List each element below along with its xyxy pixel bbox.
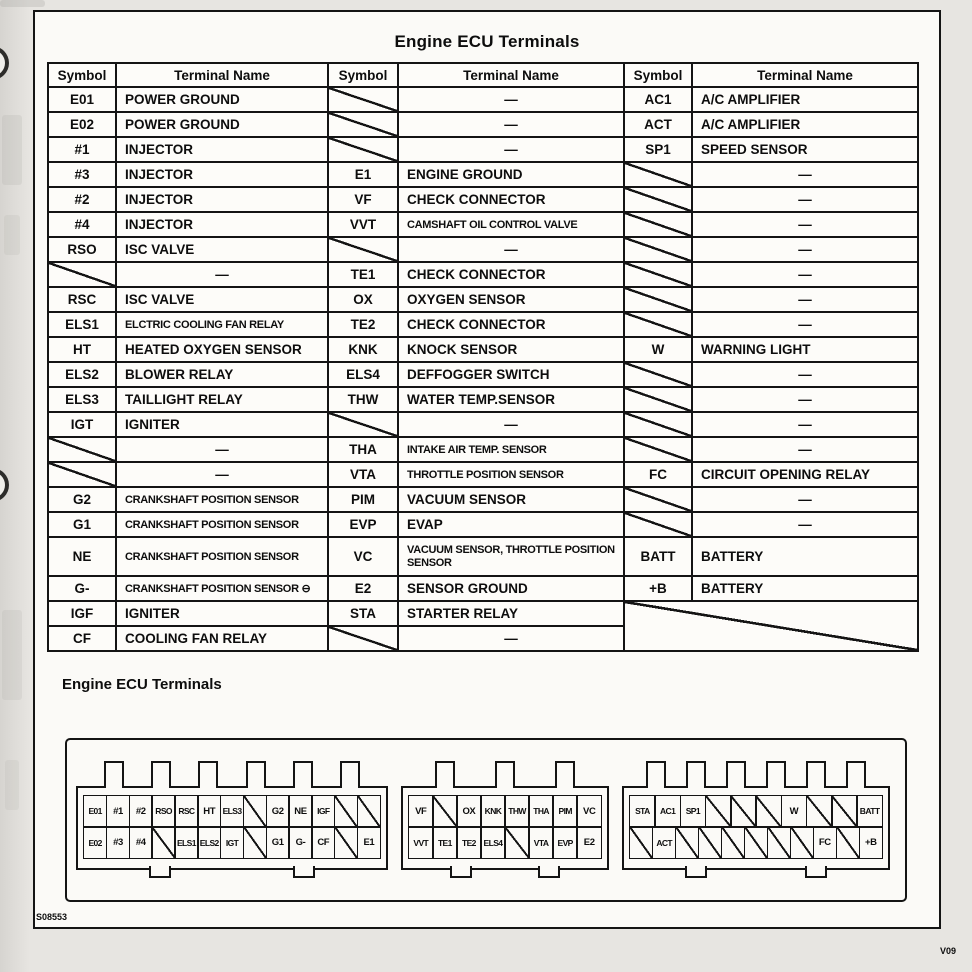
terminal-name-cell: IGNITER	[116, 412, 328, 437]
terminal-name-cell: VACUUM SENSOR, THROTTLE POSITION SENSOR	[398, 537, 624, 576]
empty-symbol-cell	[328, 626, 398, 651]
empty-name-cell: —	[116, 262, 328, 287]
pin-#1: #1	[106, 795, 130, 828]
connector-tab	[293, 761, 313, 788]
empty-pin	[432, 795, 458, 828]
pin-OX: OX	[456, 795, 482, 828]
symbol-cell: THW	[328, 387, 398, 412]
scan-ghost-mark	[0, 0, 45, 7]
table-row	[48, 537, 918, 576]
terminal-name-cell: EVAP	[398, 512, 624, 537]
terminal-name-cell: INJECTOR	[116, 137, 328, 162]
empty-pin	[357, 795, 381, 828]
terminal-name-cell: ISC VALVE	[116, 287, 328, 312]
connector-tabs	[622, 762, 890, 786]
connector-body	[401, 786, 609, 871]
connector-tab	[340, 761, 360, 788]
page-code: V09	[939, 946, 956, 956]
terminal-name-cell: KNOCK SENSOR	[398, 337, 624, 362]
symbol-cell: #2	[48, 187, 116, 212]
pin-ELS4: ELS4	[480, 826, 506, 859]
pin-PIM: PIM	[552, 795, 578, 828]
terminal-name-cell: ENGINE GROUND	[398, 162, 624, 187]
empty-pin	[334, 826, 358, 859]
empty-pin	[755, 795, 782, 828]
empty-pin	[744, 826, 768, 859]
terminal-name-cell: ISC VALVE	[116, 237, 328, 262]
pin-EVP: EVP	[552, 826, 578, 859]
empty-name-cell: —	[692, 237, 918, 262]
terminal-name-cell: OXYGEN SENSOR	[398, 287, 624, 312]
empty-pin	[334, 795, 358, 828]
connector-body	[622, 786, 890, 871]
pin-+B: +B	[859, 826, 883, 859]
terminal-name-cell: CHECK CONNECTOR	[398, 262, 624, 287]
empty-symbol-cell	[624, 262, 692, 287]
terminal-name-cell: POWER GROUND	[116, 87, 328, 112]
symbol-cell: W	[624, 337, 692, 362]
pin-SP1: SP1	[680, 795, 707, 828]
empty-symbol-cell	[624, 237, 692, 262]
symbol-cell: ACT	[624, 112, 692, 137]
terminal-name-cell: BATTERY	[692, 537, 918, 576]
terminal-name-cell: CHECK CONNECTOR	[398, 312, 624, 337]
symbol-cell: THA	[328, 437, 398, 462]
page-frame	[33, 10, 941, 929]
symbol-cell: RSO	[48, 237, 116, 262]
symbol-cell: IGF	[48, 601, 116, 626]
pin-THA: THA	[528, 795, 554, 828]
terminal-name-cell: CRANKSHAFT POSITION SENSOR	[116, 487, 328, 512]
terminal-name-cell: INTAKE AIR TEMP. SENSOR	[398, 437, 624, 462]
empty-symbol-cell	[624, 487, 692, 512]
pin-VVT: VVT	[408, 826, 434, 859]
empty-name-cell: —	[692, 412, 918, 437]
symbol-cell: CF	[48, 626, 116, 651]
pin-ELS1: ELS1	[174, 826, 198, 859]
symbol-cell: OX	[328, 287, 398, 312]
empty-name-cell: —	[692, 187, 918, 212]
symbol-cell: RSC	[48, 287, 116, 312]
symbol-header: Symbol	[48, 63, 116, 87]
scan-ghost-mark	[4, 215, 20, 255]
symbol-cell: #3	[48, 162, 116, 187]
empty-symbol-cell	[624, 162, 692, 187]
empty-name-cell: —	[692, 262, 918, 287]
empty-symbol-cell	[624, 362, 692, 387]
connector-tab	[726, 761, 746, 788]
empty-name-cell: —	[692, 287, 918, 312]
empty-symbol-cell	[624, 187, 692, 212]
empty-name-cell: —	[692, 387, 918, 412]
symbol-cell: BATT	[624, 537, 692, 576]
page-title: Engine ECU Terminals	[394, 32, 580, 51]
table-row	[48, 112, 918, 137]
symbol-header: Symbol	[624, 63, 692, 87]
pin-G1: G1	[266, 826, 290, 859]
symbol-cell: ELS3	[48, 387, 116, 412]
symbol-cell: E2	[328, 576, 398, 601]
connector-foot	[805, 866, 827, 878]
symbol-cell: STA	[328, 601, 398, 626]
table-row	[48, 462, 918, 487]
pin-CF: CF	[311, 826, 335, 859]
terminal-name-cell: IGNITER	[116, 601, 328, 626]
symbol-cell: VF	[328, 187, 398, 212]
empty-name-cell: —	[692, 437, 918, 462]
empty-pin	[698, 826, 722, 859]
terminal-name-cell: TAILLIGHT RELAY	[116, 387, 328, 412]
table-row	[48, 212, 918, 237]
scan-ghost-mark	[2, 115, 22, 185]
symbol-cell: HT	[48, 337, 116, 362]
table-row	[48, 576, 918, 601]
terminal-name-cell: WARNING LIGHT	[692, 337, 918, 362]
symbol-cell: FC	[624, 462, 692, 487]
table-row	[48, 512, 918, 537]
symbol-cell: G2	[48, 487, 116, 512]
empty-symbol-cell	[624, 412, 692, 437]
pin-#3: #3	[106, 826, 130, 859]
pin-KNK: KNK	[480, 795, 506, 828]
table-row	[48, 412, 918, 437]
terminal-name-cell: HEATED OXYGEN SENSOR	[116, 337, 328, 362]
terminal-name-cell: CAMSHAFT OIL CONTROL VALVE	[398, 212, 624, 237]
terminal-name-cell: ELCTRIC COOLING FAN RELAY	[116, 312, 328, 337]
symbol-cell: AC1	[624, 87, 692, 112]
pin-TE1: TE1	[432, 826, 458, 859]
symbol-cell: SP1	[624, 137, 692, 162]
table-row	[48, 337, 918, 362]
pin-W: W	[781, 795, 808, 828]
terminal-name-cell: INJECTOR	[116, 162, 328, 187]
table-row	[48, 287, 918, 312]
terminal-name-cell: POWER GROUND	[116, 112, 328, 137]
symbol-cell: E1	[328, 162, 398, 187]
empty-pin	[705, 795, 732, 828]
empty-pin	[243, 826, 267, 859]
terminal-name-cell: A/C AMPLIFIER	[692, 112, 918, 137]
pin-VC: VC	[576, 795, 602, 828]
table-row	[48, 312, 918, 337]
terminal-table-body	[48, 87, 918, 651]
empty-pin	[243, 795, 267, 828]
pin-row	[629, 826, 883, 859]
symbol-cell: NE	[48, 537, 116, 576]
terminal-name-header: Terminal Name	[116, 63, 328, 87]
table-row	[48, 487, 918, 512]
connector-tab	[198, 761, 218, 788]
symbol-cell: #1	[48, 137, 116, 162]
merged-empty-cell	[624, 601, 918, 651]
empty-pin	[836, 826, 860, 859]
terminal-name-cell: INJECTOR	[116, 212, 328, 237]
table-row	[48, 362, 918, 387]
empty-symbol-cell	[48, 437, 116, 462]
table-header-row	[48, 63, 918, 87]
empty-symbol-cell	[328, 87, 398, 112]
connector-tab	[435, 761, 455, 788]
pin-row	[408, 795, 602, 828]
empty-symbol-cell	[624, 287, 692, 312]
pin-G2: G2	[266, 795, 290, 828]
connector-tab	[686, 761, 706, 788]
symbol-cell: TE2	[328, 312, 398, 337]
empty-name-cell: —	[398, 237, 624, 262]
scan-ghost-mark	[5, 760, 19, 810]
figure-code: S08553	[36, 912, 68, 922]
table-row	[48, 437, 918, 462]
empty-symbol-cell	[328, 412, 398, 437]
symbol-cell: E01	[48, 87, 116, 112]
empty-name-cell: —	[692, 312, 918, 337]
connector-tab	[104, 761, 124, 788]
table-row	[48, 187, 918, 212]
empty-pin	[721, 826, 745, 859]
pin-ACT: ACT	[652, 826, 676, 859]
pin-#2: #2	[129, 795, 153, 828]
table-row	[48, 162, 918, 187]
terminal-name-header: Terminal Name	[398, 63, 624, 87]
symbol-cell: VC	[328, 537, 398, 576]
table-row	[48, 262, 918, 287]
connector-tab	[766, 761, 786, 788]
empty-name-cell: —	[116, 462, 328, 487]
empty-name-cell: —	[692, 162, 918, 187]
connector-diagram	[65, 738, 907, 902]
ecu-connector-3	[622, 762, 890, 871]
terminal-name-cell: CHECK CONNECTOR	[398, 187, 624, 212]
terminal-name-cell: DEFFOGGER SWITCH	[398, 362, 624, 387]
empty-pin	[504, 826, 530, 859]
symbol-cell: TE1	[328, 262, 398, 287]
symbol-cell: #4	[48, 212, 116, 237]
empty-pin	[767, 826, 791, 859]
scan-ghost-mark	[2, 610, 22, 700]
terminal-name-cell: BATTERY	[692, 576, 918, 601]
terminal-name-cell: VACUUM SENSOR	[398, 487, 624, 512]
pin-row	[83, 795, 381, 828]
connector-tab	[646, 761, 666, 788]
connector-tab	[555, 761, 575, 788]
empty-name-cell: —	[692, 362, 918, 387]
connector-foot	[293, 866, 315, 878]
pin-THW: THW	[504, 795, 530, 828]
empty-name-cell: —	[692, 512, 918, 537]
empty-symbol-cell	[624, 312, 692, 337]
pin-VF: VF	[408, 795, 434, 828]
connector-tab	[246, 761, 266, 788]
empty-name-cell: —	[398, 626, 624, 651]
symbol-header: Symbol	[328, 63, 398, 87]
pin-ELS2: ELS2	[197, 826, 221, 859]
terminal-name-cell: A/C AMPLIFIER	[692, 87, 918, 112]
table-row	[48, 237, 918, 262]
terminal-name-cell: INJECTOR	[116, 187, 328, 212]
symbol-cell: ELS2	[48, 362, 116, 387]
terminal-name-cell: CRANKSHAFT POSITION SENSOR	[116, 537, 328, 576]
pin-IGF: IGF	[311, 795, 335, 828]
terminal-name-cell: COOLING FAN RELAY	[116, 626, 328, 651]
connector-tab	[846, 761, 866, 788]
empty-symbol-cell	[624, 512, 692, 537]
pin-G-: G-	[288, 826, 312, 859]
terminal-name-cell: STARTER RELAY	[398, 601, 624, 626]
pin-BATT: BATT	[856, 795, 883, 828]
terminal-table	[47, 62, 919, 652]
pin-ELS3: ELS3	[220, 795, 244, 828]
pin-RSC: RSC	[174, 795, 198, 828]
symbol-cell: VTA	[328, 462, 398, 487]
symbol-cell: KNK	[328, 337, 398, 362]
pin-RSO: RSO	[151, 795, 175, 828]
table-row	[48, 137, 918, 162]
table-row	[48, 87, 918, 112]
symbol-cell: E02	[48, 112, 116, 137]
empty-symbol-cell	[624, 212, 692, 237]
terminal-name-cell: BLOWER RELAY	[116, 362, 328, 387]
empty-name-cell: —	[398, 87, 624, 112]
pin-E01: E01	[83, 795, 107, 828]
terminal-name-cell: THROTTLE POSITION SENSOR	[398, 462, 624, 487]
terminal-name-cell: CIRCUIT OPENING RELAY	[692, 462, 918, 487]
empty-symbol-cell	[624, 387, 692, 412]
pin-E02: E02	[83, 826, 107, 859]
pin-IGT: IGT	[220, 826, 244, 859]
connector-foot	[149, 866, 171, 878]
pin-AC1: AC1	[654, 795, 681, 828]
pin-VTA: VTA	[528, 826, 554, 859]
empty-symbol-cell	[328, 137, 398, 162]
empty-pin	[831, 795, 858, 828]
symbol-cell: +B	[624, 576, 692, 601]
terminal-name-cell: CRANKSHAFT POSITION SENSOR ⊖	[116, 576, 328, 601]
symbol-cell: VVT	[328, 212, 398, 237]
pin-row	[83, 826, 381, 859]
ecu-connector-2	[401, 762, 609, 871]
connector-tabs	[401, 762, 609, 786]
symbol-cell: ELS1	[48, 312, 116, 337]
pin-TE2: TE2	[456, 826, 482, 859]
pin-row	[408, 826, 602, 859]
terminal-name-cell: WATER TEMP.SENSOR	[398, 387, 624, 412]
empty-pin	[629, 826, 653, 859]
pin-FC: FC	[813, 826, 837, 859]
symbol-cell: G1	[48, 512, 116, 537]
terminal-name-cell: SENSOR GROUND	[398, 576, 624, 601]
empty-name-cell: —	[692, 487, 918, 512]
empty-pin	[675, 826, 699, 859]
pin-STA: STA	[629, 795, 656, 828]
ecu-connector-1	[76, 762, 388, 871]
pin-E1: E1	[357, 826, 381, 859]
empty-symbol-cell	[48, 462, 116, 487]
connector-foot	[450, 866, 472, 878]
connector-tab	[151, 761, 171, 788]
empty-pin	[151, 826, 175, 859]
empty-name-cell: —	[398, 137, 624, 162]
empty-name-cell: —	[692, 212, 918, 237]
empty-symbol-cell	[48, 262, 116, 287]
table-row	[48, 387, 918, 412]
connector-tabs	[76, 762, 388, 786]
empty-name-cell: —	[398, 412, 624, 437]
symbol-cell: ELS4	[328, 362, 398, 387]
diagram-heading: Engine ECU Terminals	[62, 676, 222, 693]
pin-NE: NE	[288, 795, 312, 828]
connector-tab	[806, 761, 826, 788]
pin-HT: HT	[197, 795, 221, 828]
empty-symbol-cell	[328, 237, 398, 262]
empty-symbol-cell	[624, 437, 692, 462]
pin-row	[629, 795, 883, 828]
connector-foot	[685, 866, 707, 878]
terminal-name-header: Terminal Name	[692, 63, 918, 87]
empty-symbol-cell	[328, 112, 398, 137]
pin-#4: #4	[129, 826, 153, 859]
empty-name-cell: —	[116, 437, 328, 462]
empty-name-cell: —	[398, 112, 624, 137]
empty-pin	[790, 826, 814, 859]
symbol-cell: PIM	[328, 487, 398, 512]
empty-pin	[806, 795, 833, 828]
terminal-name-cell: SPEED SENSOR	[692, 137, 918, 162]
connector-tab	[495, 761, 515, 788]
symbol-cell: EVP	[328, 512, 398, 537]
symbol-cell: IGT	[48, 412, 116, 437]
connector-body	[76, 786, 388, 871]
terminal-name-cell: CRANKSHAFT POSITION SENSOR	[116, 512, 328, 537]
table-row	[48, 601, 918, 626]
empty-pin	[730, 795, 757, 828]
symbol-cell: G-	[48, 576, 116, 601]
pin-E2: E2	[576, 826, 602, 859]
connector-foot	[538, 866, 560, 878]
